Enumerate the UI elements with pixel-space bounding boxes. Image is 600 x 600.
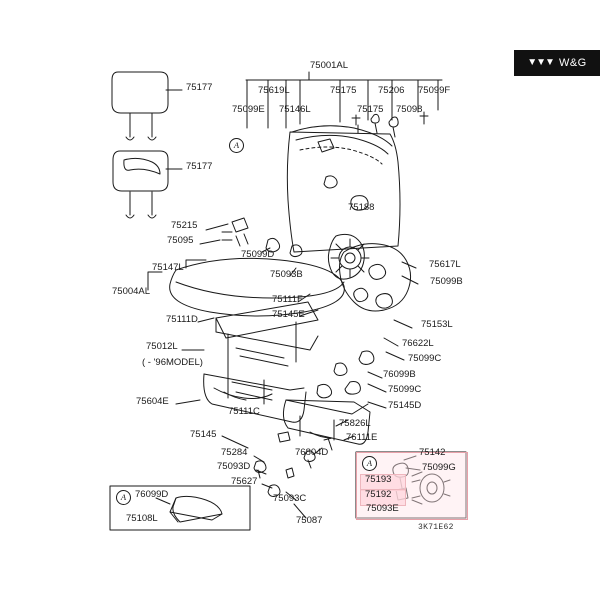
part-label: 75093C (273, 493, 307, 504)
watermark-glyph-icon: ▼▼▼ (527, 57, 554, 68)
part-label: 75099C (408, 353, 442, 364)
part-label: 75619L (258, 85, 290, 96)
part-label: 75826L (339, 418, 371, 429)
part-label: 75617L (429, 259, 461, 270)
part-label: 75111C (228, 406, 260, 417)
drawing-number: 3K71E62 (418, 523, 454, 532)
part-label: 75215 (171, 220, 198, 231)
part-label: 75098 (396, 104, 423, 115)
part-label: 75192 (365, 489, 392, 500)
part-label: 75142 (419, 447, 446, 458)
part-label: 75001AL (310, 60, 349, 71)
part-label: 75177 (186, 82, 213, 93)
part-label: 75111F (272, 294, 303, 305)
part-label: 75146L (279, 104, 311, 115)
part-label: 75099F (418, 85, 451, 96)
part-label: 75099D (241, 249, 275, 260)
part-label: 75145E (272, 309, 305, 320)
part-label: 75093E (366, 503, 399, 514)
callout-a-inset-left: A (116, 490, 131, 505)
part-label: 75087 (296, 515, 323, 526)
part-label: 75175 (330, 85, 357, 96)
part-label: 75145 (190, 429, 217, 440)
part-label: 75108L (126, 513, 158, 524)
part-label: 76111E (346, 432, 378, 443)
part-label: 75099C (388, 384, 422, 395)
part-label: 76622L (402, 338, 434, 349)
part-label: 75177 (186, 161, 213, 172)
part-label: 75188 (348, 202, 375, 213)
part-label: 75093B (270, 269, 303, 280)
part-label: 75153L (421, 319, 453, 330)
part-label: 75604E (136, 396, 169, 407)
part-label: 75099B (430, 276, 463, 287)
part-label: 75284 (221, 447, 248, 458)
part-label: 75111D (166, 314, 198, 325)
part-label: 75145D (388, 400, 422, 411)
part-label: 75012L (146, 341, 178, 352)
part-label: 75093D (217, 461, 251, 472)
part-label: 75095 (167, 235, 194, 246)
part-label: 75099G (422, 462, 456, 473)
part-label: 76099D (135, 489, 169, 500)
part-label: 75193 (365, 474, 392, 485)
part-label: 75175 (357, 104, 384, 115)
callout-a-top: A (229, 138, 244, 153)
part-label: 75206 (378, 85, 405, 96)
watermark-label: W&G (558, 57, 587, 69)
part-label: 75627 (231, 476, 258, 487)
part-label: 76804D (295, 447, 329, 458)
part-label: 75004AL (112, 286, 151, 297)
part-label: 75147L (152, 262, 184, 273)
model-note: ( - '96MODEL) (142, 357, 203, 368)
part-label: 76099B (383, 369, 416, 380)
callout-a-inset-right: A (362, 456, 377, 471)
part-label: 75099E (232, 104, 265, 115)
